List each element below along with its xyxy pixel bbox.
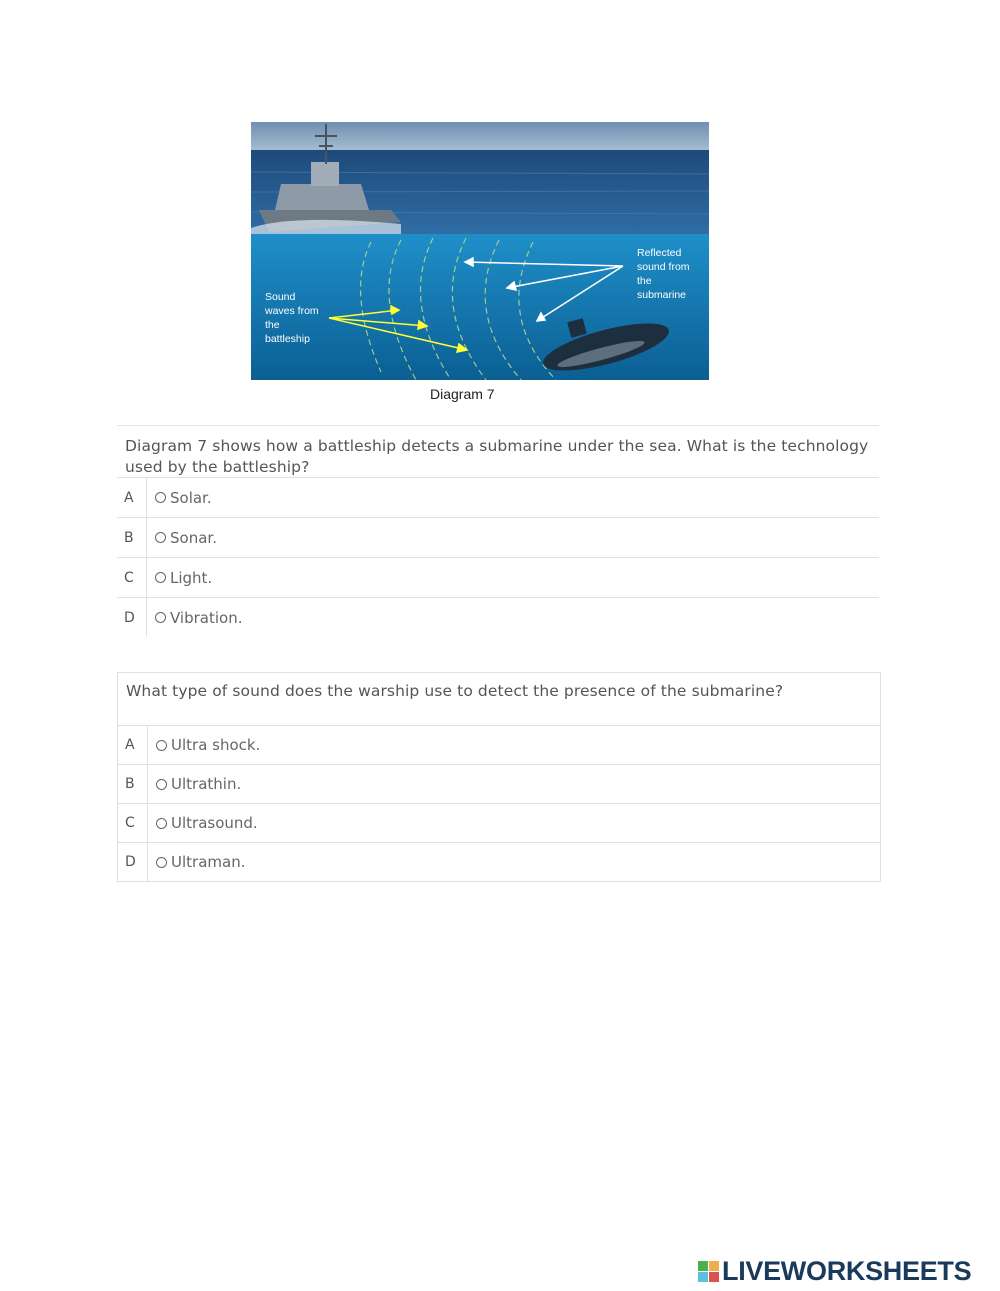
option-letter: D xyxy=(118,843,148,881)
option-row[interactable] xyxy=(117,477,879,517)
radio-button[interactable] xyxy=(156,740,167,751)
option-label: Ultra shock. xyxy=(171,736,261,754)
radio-button[interactable] xyxy=(156,857,167,868)
option-letter: C xyxy=(117,558,147,597)
option-row[interactable] xyxy=(118,725,880,764)
sound-waves-label: Sound waves from the battleship xyxy=(265,291,319,345)
question-2 xyxy=(117,672,881,882)
option-label: Ultrathin. xyxy=(171,775,242,793)
option-row[interactable] xyxy=(118,803,880,842)
question-1 xyxy=(117,425,879,637)
logo-text: LIVEWORKSHEETS xyxy=(722,1255,972,1286)
option-row[interactable] xyxy=(117,517,879,557)
option-row[interactable] xyxy=(118,842,880,881)
option-letter: D xyxy=(117,598,147,637)
option-row[interactable] xyxy=(117,557,879,597)
option-letter: A xyxy=(118,726,148,764)
option-label: Solar. xyxy=(170,488,212,507)
radio-button[interactable] xyxy=(155,572,166,583)
option-letter: C xyxy=(118,804,148,842)
radio-button[interactable] xyxy=(156,818,167,829)
option-label: Ultrasound. xyxy=(171,814,258,832)
option-label: Vibration. xyxy=(170,608,243,627)
radio-button[interactable] xyxy=(155,492,166,503)
option-label: Ultraman. xyxy=(171,853,246,871)
option-label: Sonar. xyxy=(170,528,217,547)
option-row[interactable] xyxy=(117,597,879,637)
radio-button[interactable] xyxy=(156,779,167,790)
question-1-text: Diagram 7 shows how a battleship detects a submarine under the sea. What is the technology used by the battleship? xyxy=(117,425,879,477)
liveworksheets-logo-icon xyxy=(698,1261,719,1282)
question-2-text: What type of sound does the warship use to detect the presence of the submarine? xyxy=(126,682,784,700)
option-letter: B xyxy=(117,518,147,557)
option-row[interactable] xyxy=(118,764,880,803)
option-label: Light. xyxy=(170,568,213,587)
radio-button[interactable] xyxy=(155,612,166,623)
sonar-diagram xyxy=(251,122,709,380)
diagram-caption: Diagram 7 xyxy=(430,386,495,402)
option-letter: B xyxy=(118,765,148,803)
radio-button[interactable] xyxy=(155,532,166,543)
liveworksheets-logo[interactable] xyxy=(698,1257,971,1285)
option-letter: A xyxy=(117,478,147,517)
reflected-sound-label: Reflected sound from the submarine xyxy=(637,247,690,301)
